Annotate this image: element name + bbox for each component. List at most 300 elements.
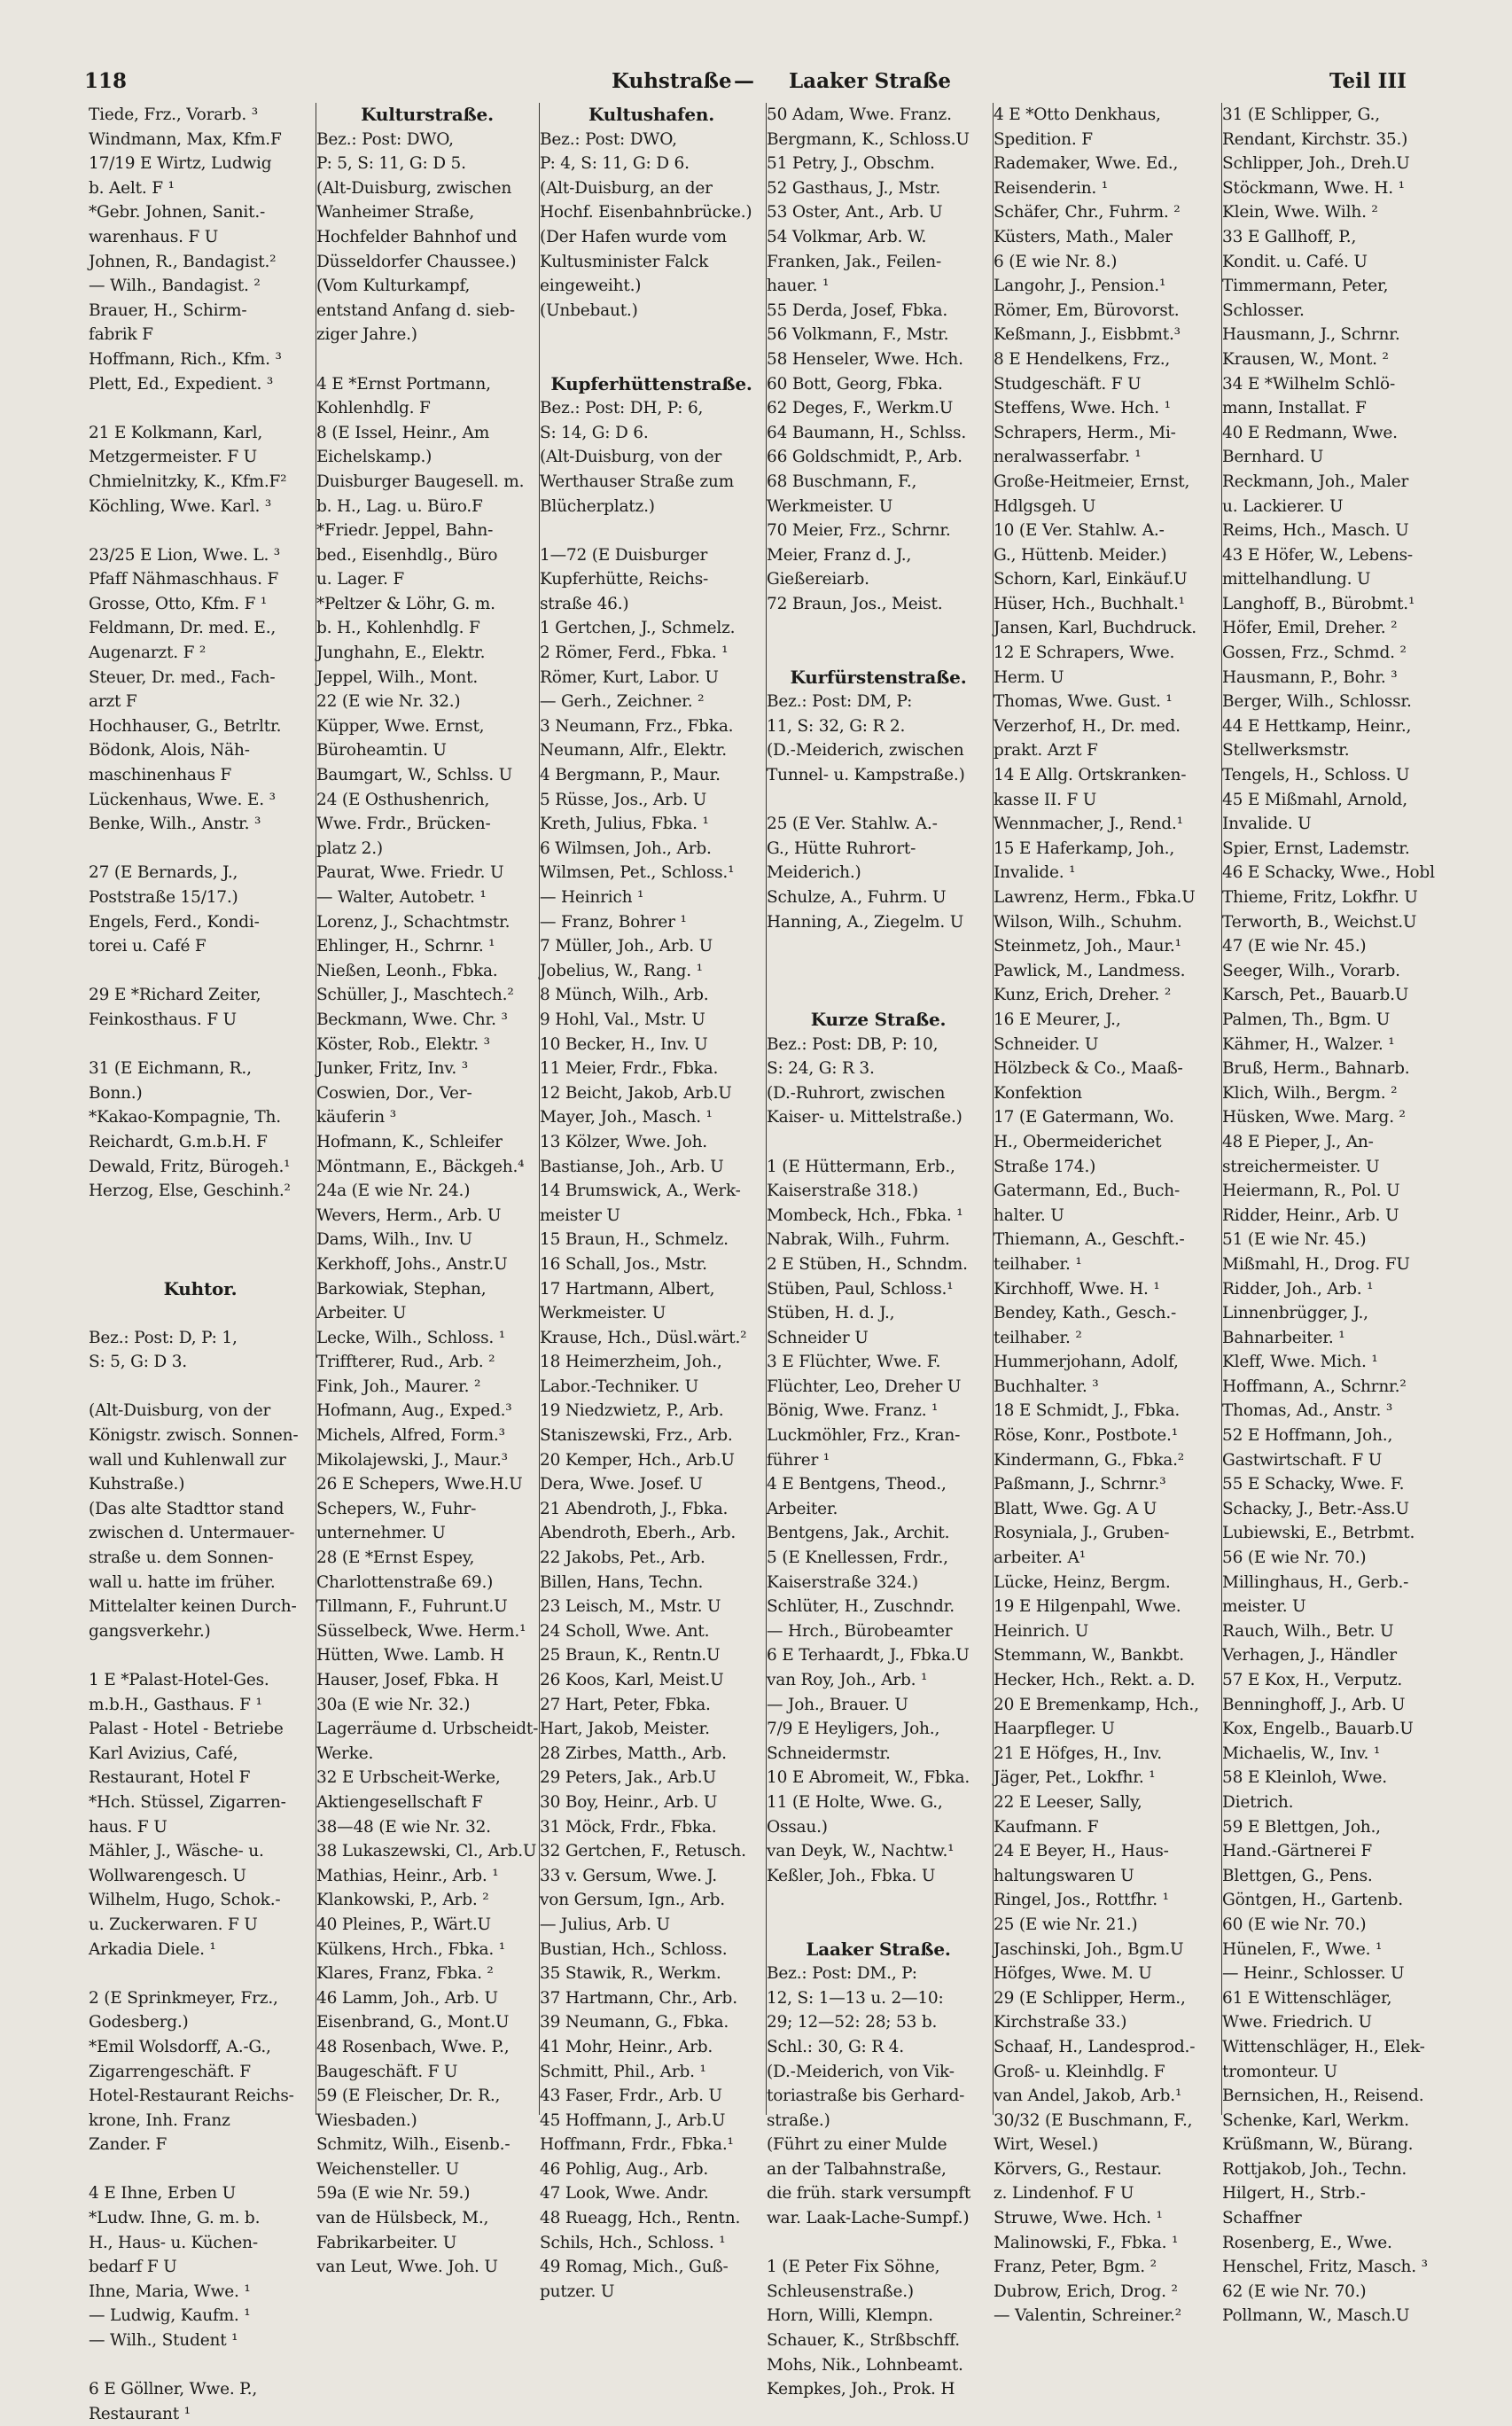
directory-line: Steuer, Dr. med., Fach-: [89, 667, 276, 687]
directory-line: — Hrch., Bürobeamter: [767, 1621, 953, 1641]
directory-line: Hochf. Eisenbahnbrücke.): [540, 203, 752, 222]
directory-line: Hausmann, P., Bohr. ³: [1222, 667, 1398, 687]
directory-line: 51 Petry, J., Obschm.: [767, 154, 935, 174]
directory-line: Karl Avizius, Café,: [89, 1743, 238, 1763]
directory-line: 17/19 E Wirtz, Ludwig: [89, 154, 272, 174]
directory-line: 48 Rosenbach, Wwe. P.,: [316, 2037, 510, 2056]
directory-line: Schmitt, Phil., Arb. ¹: [540, 2062, 706, 2081]
directory-line: neralwasserfabr. ¹: [994, 448, 1142, 467]
directory-line: 2 Römer, Ferd., Fbka. ¹: [540, 644, 729, 663]
directory-line: Mittelalter keinen Durch-: [89, 1597, 297, 1617]
directory-line: 1 (E Peter Fix Söhne,: [767, 2258, 940, 2277]
directory-line: Brauer, H., Schirm-: [89, 300, 247, 320]
directory-line: Kaiser- u. Mittelstraße.): [767, 1108, 963, 1127]
directory-line: Hoffmann, Frdr., Fbka.¹: [540, 2135, 734, 2155]
directory-line: (Alt-Duisburg, zwischen: [316, 178, 512, 198]
directory-line: Ossau.): [767, 1817, 828, 1837]
page-header: [0, 69, 1512, 101]
directory-line: — Gerh., Zeichner. ²: [540, 692, 705, 712]
directory-line: Mombeck, Hch., Fbka. ¹: [767, 1205, 963, 1225]
directory-line: 68 Buschmann, F.,: [767, 472, 917, 491]
directory-line: Königstr. zwisch. Sonnen-: [89, 1426, 299, 1446]
directory-line: 29 E *Richard Zeiter,: [89, 986, 261, 1005]
directory-line: Stüben, Paul, Schloss.¹: [767, 1279, 954, 1299]
directory-line: Arbeiter. U: [316, 1304, 407, 1323]
directory-line: Küpper, Wwe. Ernst,: [316, 716, 485, 736]
directory-line: Kohlenhdlg. F: [316, 399, 431, 418]
directory-line: Arbeiter.: [767, 1499, 838, 1518]
directory-line: *Friedr. Jeppel, Bahn-: [316, 521, 494, 541]
directory-line: Stemmann, W., Bankbt.: [994, 1646, 1184, 1665]
directory-line: 5 (E Knellessen, Frdr.,: [767, 1548, 948, 1568]
directory-line: 66 Goldschmidt, P., Arb.: [767, 448, 963, 467]
directory-line: Steinmetz, Joh., Maur.¹: [994, 937, 1181, 956]
directory-line: Weichensteller. U: [316, 2159, 459, 2179]
directory-line: 47 Look, Wwe. Andr.: [540, 2184, 709, 2204]
directory-line: 10 Becker, H., Inv. U: [540, 1034, 708, 1054]
directory-line: Luckmöhler, Frz., Kran-: [767, 1426, 961, 1446]
directory-line: Bernhard. U: [1222, 448, 1324, 467]
directory-line: Palast - Hotel - Betriebe: [89, 1720, 284, 1739]
directory-line: Höfges, Wwe. M. U: [994, 1964, 1152, 1984]
directory-line: Büroheamtin. U: [316, 741, 447, 761]
directory-line: 24 Scholl, Wwe. Ant.: [540, 1621, 710, 1641]
directory-line: Verhagen, J., Händler: [1222, 1646, 1397, 1665]
directory-line: 1—72 (E Duisburger: [540, 545, 708, 565]
directory-line: Benninghoff, J., Arb. U: [1222, 1695, 1406, 1714]
directory-line: Herm. U: [994, 667, 1064, 687]
directory-line: arbeiter. A¹: [994, 1548, 1086, 1568]
street-heading: Kuhtor.: [163, 1277, 238, 1299]
directory-line: Schneidermstr.: [767, 1743, 891, 1763]
directory-line: Schleusenstraße.): [767, 2282, 914, 2301]
directory-line: Jäger, Pet., Lokfhr. ¹: [994, 1768, 1156, 1788]
directory-line: von Gersum, Ign., Arb.: [540, 1891, 725, 1910]
directory-line: Malinowski, F., Fbka. ¹: [994, 2233, 1179, 2252]
directory-line: Chmielnitzky, K., Kfm.F²: [89, 472, 287, 491]
directory-line: 54 Volkmar, Arb. W.: [767, 227, 927, 246]
directory-line: Buchhalter. ³: [994, 1377, 1099, 1396]
spacer: [89, 959, 312, 984]
directory-line: 22 E Leeser, Sally,: [994, 1792, 1142, 1812]
directory-line: 61 E Wittenschläger,: [1222, 1988, 1392, 2008]
directory-line: 14 E Allg. Ortskranken-: [994, 766, 1187, 785]
directory-line: Gatermann, Ed., Buch-: [994, 1182, 1181, 1201]
directory-line: Schneider. U: [994, 1034, 1099, 1054]
directory-line: 11 (E Holte, Wwe. G.,: [767, 1792, 943, 1812]
directory-line: Lagerräume d. Urbscheidt-: [316, 1720, 539, 1739]
directory-line: Hochfelder Bahnhof und: [316, 227, 518, 246]
directory-line: Thomas, Wwe. Gust. ¹: [994, 692, 1173, 712]
directory-line: Verzerhof, H., Dr. med.: [994, 716, 1181, 736]
column-3: [539, 103, 763, 2301]
directory-line: 47 (E wie Nr. 45.): [1222, 937, 1367, 956]
directory-line: hauer. ¹: [767, 277, 830, 296]
directory-line: 20 E Bremenkamp, Hch.,: [994, 1695, 1199, 1714]
directory-line: Klares, Franz, Fbka. ²: [316, 1964, 494, 1984]
directory-line: 12 Beicht, Jakob, Arb.U: [540, 1083, 732, 1103]
directory-line: Werke.: [316, 1743, 374, 1763]
directory-line: Höfer, Emil, Dreher. ²: [1222, 619, 1398, 638]
directory-line: 48 Rueagg, Hch., Rentn.: [540, 2209, 741, 2228]
directory-line: Hütten, Wwe. Lamb. H: [316, 1646, 504, 1665]
directory-line: 6 (E wie Nr. 8.): [994, 252, 1118, 271]
directory-line: 4 Bergmann, P., Maur.: [540, 766, 721, 785]
directory-line: Junghahn, E., Elektr.: [316, 644, 486, 663]
directory-line: Schmitz, Wilh., Eisenb.-: [316, 2135, 510, 2155]
directory-line: Herzog, Else, Geschinh.²: [89, 1182, 291, 1201]
directory-line: Jobelius, W., Rang. ¹: [540, 961, 703, 980]
directory-line: u. Lackierer. U: [1222, 496, 1344, 516]
directory-line: 21 E Kolkmann, Karl,: [89, 423, 263, 442]
directory-line: Wanheimer Straße,: [316, 203, 475, 222]
directory-line: Wilson, Wilh., Schuhm.: [994, 912, 1182, 932]
directory-line: Große-Heitmeier, Ernst,: [994, 472, 1190, 491]
directory-line: Thiemann, A., Geschft.-: [994, 1230, 1185, 1250]
directory-line: 24 E Beyer, H., Haus-: [994, 1842, 1169, 1861]
directory-line: 45 E Mißmahl, Arnold,: [1222, 790, 1407, 809]
directory-line: 29 Peters, Jak., Arb.U: [540, 1768, 716, 1788]
directory-line: Stüben, H. d. J.,: [767, 1304, 895, 1323]
directory-line: 17 (E Gatermann, Wo.: [994, 1108, 1174, 1127]
street-heading: Kurfürstenstraße.: [790, 666, 967, 688]
directory-line: Schauer, K., Strßbschff.: [767, 2331, 960, 2351]
page-number: 118: [84, 69, 128, 93]
directory-line: 55 Derda, Josef, Fbka.: [767, 300, 948, 320]
directory-line: van de Hülsbeck, M.,: [316, 2209, 489, 2228]
directory-line: Millinghaus, H., Gerb.-: [1222, 1572, 1409, 1592]
directory-line: Hofmann, Aug., Exped.³: [316, 1401, 512, 1421]
directory-line: Möntmann, E., Bäckgeh.⁴: [316, 1157, 525, 1176]
directory-line: 18 Heimerzheim, Joh.,: [540, 1353, 722, 1372]
directory-line: (Der Hafen wurde vom: [540, 227, 727, 246]
directory-line: 15 Braun, H., Schmelz.: [540, 1230, 729, 1250]
directory-line: 60 (E wie Nr. 70.): [1222, 1915, 1367, 1934]
directory-line: Kaiserstraße 324.): [767, 1572, 918, 1592]
directory-line: Süsselbeck, Wwe. Herm.¹: [316, 1621, 526, 1641]
directory-line: 62 Deges, F., Werkm.U: [767, 399, 954, 418]
directory-line: Jeppel, Wilh., Mont.: [316, 667, 479, 687]
directory-line: Tengels, H., Schloss. U: [1222, 766, 1410, 785]
directory-line: Kaiserstraße 318.): [767, 1182, 918, 1201]
district-info: P: 4, S: 11, G: D 6.: [540, 154, 690, 174]
directory-line: meister U: [540, 1205, 620, 1225]
directory-line: 3 Neumann, Frz., Fbka.: [540, 716, 734, 736]
district-info: P: 5, S: 11, G: D 5.: [316, 154, 466, 174]
directory-line: Krüßmann, W., Bürang.: [1222, 2135, 1414, 2155]
directory-line: 11 Meier, Frdr., Fbka.: [540, 1059, 719, 1079]
directory-line: haus. F U: [89, 1817, 168, 1837]
directory-line: Duisburger Baugesell. m.: [316, 472, 525, 491]
column-4: [766, 103, 990, 2399]
directory-line: Rendant, Kirchstr. 35.): [1222, 129, 1408, 149]
directory-line: Dams, Wilh., Inv. U: [316, 1230, 472, 1250]
directory-line: Grosse, Otto, Kfm. F ¹: [89, 594, 268, 613]
directory-line: Klein, Wwe. Wilh. ²: [1222, 203, 1378, 222]
directory-line: 35 Stawik, R., Werkm.: [540, 1964, 721, 1984]
directory-line: 14 Brumswick, A., Werk-: [540, 1182, 741, 1201]
directory-line: 34 E *Wilhelm Schlö-: [1222, 374, 1396, 394]
directory-line: Wollwarengesch. U: [89, 1866, 246, 1885]
directory-line: Schils, Hch., Schloss. ¹: [540, 2233, 726, 2252]
directory-line: 30a (E wie Nr. 32.): [316, 1695, 471, 1714]
directory-line: 31 (E Schlipper, G.,: [1222, 105, 1380, 124]
directory-line: wall u. hatte im früher.: [89, 1572, 276, 1592]
directory-line: prakt. Arzt F: [994, 741, 1098, 761]
directory-line: Hummerjohann, Adolf,: [994, 1353, 1179, 1372]
directory-line: 33 E Gallhoff, P.,: [1222, 227, 1357, 246]
directory-line: Hanning, A., Ziegelm. U: [767, 912, 964, 932]
directory-line: Nabrak, Wilh., Fuhrm.: [767, 1230, 950, 1250]
directory-line: Kaufmann. F: [994, 1817, 1099, 1837]
directory-line: platz 2.): [316, 839, 383, 858]
directory-line: Hüser, Hch., Buchhalt.¹: [994, 594, 1185, 613]
directory-line: (D.-Meiderich, zwischen: [767, 741, 964, 761]
directory-line: Werkmeister. U: [540, 1304, 666, 1323]
directory-line: Metzgermeister. F U: [89, 448, 258, 467]
directory-line: Schlosser.: [1222, 300, 1305, 320]
directory-line: Struwe, Wwe. Hch. ¹: [994, 2209, 1163, 2228]
directory-line: Schrapers, Herm., Mi-: [994, 423, 1176, 442]
directory-line: Dewald, Fritz, Bürogeh.¹: [89, 1157, 291, 1176]
directory-line: 25 (E Ver. Stahlw. A.-: [767, 815, 938, 834]
directory-line: 53 Oster, Ant., Arb. U: [767, 203, 943, 222]
directory-line: Schepers, W., Fuhr-: [316, 1499, 477, 1518]
directory-line: Gastwirtschaft. F U: [1222, 1450, 1383, 1470]
directory-line: 30/32 (E Buschmann, F.,: [994, 2110, 1193, 2130]
spacer: [89, 519, 312, 543]
directory-line: Klich, Wilh., Bergm. ²: [1222, 1083, 1398, 1103]
directory-line: Bustian, Hch., Schloss.: [540, 1939, 728, 1959]
directory-line: Schaaf, H., Landesprod.-: [994, 2037, 1196, 2056]
directory-line: Gießereiarb.: [767, 570, 869, 589]
directory-line: Junker, Fritz, Inv. ³: [316, 1059, 468, 1079]
directory-line: Beckmann, Wwe. Chr. ³: [316, 1010, 508, 1029]
directory-line: (Alt-Duisburg, von der: [540, 448, 722, 467]
directory-line: Konfektion: [994, 1083, 1082, 1103]
directory-line: Bruß, Herm., Bahnarb.: [1222, 1059, 1410, 1079]
directory-line: Studgeschäft. F U: [994, 374, 1142, 394]
directory-line: b. Aelt. F ¹: [89, 178, 175, 198]
directory-line: Bergmann, K., Schloss.U: [767, 129, 970, 149]
directory-line: an der Talbahnstraße,: [767, 2159, 947, 2179]
district-info: Schl.: 30, G: R 4.: [767, 2037, 904, 2056]
directory-line: 56 (E wie Nr. 70.): [1222, 1548, 1367, 1568]
directory-line: (Führt zu einer Mulde: [767, 2135, 947, 2155]
directory-line: Hotel-Restaurant Reichs-: [89, 2087, 294, 2106]
directory-line: Palmen, Th., Bgm. U: [1222, 1010, 1391, 1029]
directory-line: eingeweiht.): [540, 277, 642, 296]
directory-line: 40 E Redmann, Wwe.: [1222, 423, 1398, 442]
spacer: [89, 837, 312, 862]
district-info: Bez.: Post: DM., P:: [767, 1964, 917, 1984]
directory-line: 25 (E wie Nr. 21.): [994, 1915, 1138, 1934]
directory-line: Poststraße 15/17.): [89, 888, 238, 907]
spacer: [316, 347, 538, 372]
directory-line: Schenke, Karl, Werkm.: [1222, 2110, 1409, 2130]
directory-line: Billen, Hans, Techn.: [540, 1572, 704, 1592]
directory-line: Blettgen, G., Pens.: [1222, 1866, 1373, 1885]
directory-line: Krausen, W., Mont. ²: [1222, 349, 1389, 369]
directory-line: Aktiengesellschaft F: [316, 1792, 483, 1812]
directory-line: 6 E Terhaardt, J., Fbka.U: [767, 1646, 970, 1665]
directory-line: Heinrich. U: [994, 1621, 1089, 1641]
directory-line: Mißmahl, H., Drog. FU: [1222, 1254, 1410, 1274]
directory-line: *Gebr. Johnen, Sanit.-: [89, 203, 266, 222]
directory-line: 43 E Höfer, W., Lebens-: [1222, 545, 1413, 565]
district-info: Bez.: Post: DWO,: [316, 129, 454, 149]
directory-line: Schäfer, Chr., Fuhrm. ²: [994, 203, 1181, 222]
directory-line: Kähmer, H., Walzer. ¹: [1222, 1034, 1395, 1054]
directory-line: Langhoff, B., Bürobmt.¹: [1222, 594, 1415, 613]
directory-line: Plett, Ed., Expedient. ³: [89, 374, 274, 394]
directory-line: Mähler, J., Wäsche- u.: [89, 1842, 264, 1861]
directory-line: Hdlgsgeh. U: [994, 496, 1096, 516]
directory-line: führer ¹: [767, 1450, 830, 1470]
directory-line: 46 E Schacky, Wwe., Hobl: [1222, 863, 1435, 883]
directory-line: 50 Adam, Wwe. Franz.: [767, 105, 952, 124]
directory-line: Kreth, Julius, Fbka. ¹: [540, 815, 709, 834]
directory-line: Schneider U: [767, 1328, 869, 1347]
spacer: [89, 1301, 312, 1326]
directory-line: Straße 174.): [994, 1157, 1096, 1176]
directory-line: fabrik F: [89, 325, 153, 345]
directory-line: 52 E Hoffmann, Joh.,: [1222, 1426, 1393, 1446]
directory-line: Köster, Rob., Elektr. ³: [316, 1034, 490, 1054]
directory-line: Schüller, J., Maschtech.²: [316, 986, 514, 1005]
directory-line: (D.-Ruhrort, zwischen: [767, 1083, 946, 1103]
directory-line: Hauser, Josef, Fbka. H: [316, 1671, 499, 1689]
directory-line: Baumgart, W., Schlss. U: [316, 766, 513, 785]
directory-line: 31 (E Eichmann, R.,: [89, 1059, 252, 1079]
directory-line: 13 Kölzer, Wwe. Joh.: [540, 1132, 707, 1151]
directory-line: teilhaber. ¹: [994, 1254, 1082, 1274]
directory-line: 44 E Hettkamp, Heinr.,: [1222, 716, 1412, 736]
directory-line: — Ludwig, Kaufm. ¹: [89, 2306, 251, 2326]
directory-line: Invalide. U: [1222, 815, 1312, 834]
district-info: Bez.: Post: D, P: 1,: [89, 1328, 238, 1347]
directory-line: Eichelskamp.): [316, 448, 433, 467]
directory-line: *Hch. Stüssel, Zigarren-: [89, 1792, 286, 1812]
directory-line: Seeger, Wilh., Vorarb.: [1222, 961, 1400, 980]
directory-line: Godesberg.): [89, 2013, 189, 2032]
directory-line: meister. U: [1222, 1597, 1306, 1617]
directory-line: Bödonk, Alois, Näh-: [89, 741, 250, 761]
directory-line: 49 Romag, Mich., Guß-: [540, 2258, 729, 2277]
spacer: [89, 1375, 312, 1400]
directory-line: Schulze, A., Fuhrm. U: [767, 888, 947, 907]
street-heading: Kulturstraße.: [361, 104, 494, 125]
directory-line: Reckmann, Joh., Maler: [1222, 472, 1409, 491]
directory-line: 46 Lamm, Joh., Arb. U: [316, 1988, 498, 2008]
directory-line: 70 Meier, Frz., Schrnr.: [767, 521, 951, 541]
directory-line: 32 Gertchen, F., Retusch.: [540, 1842, 746, 1861]
spacer: [767, 1130, 990, 1155]
spacer: [767, 2231, 990, 2256]
directory-line: Wilmsen, Pet., Schloss.¹: [540, 863, 735, 883]
directory-line: Feldmann, Dr. med. E.,: [89, 619, 277, 638]
directory-line: 51 (E wie Nr. 45.): [1222, 1230, 1367, 1250]
directory-line: Tiede, Frz., Vorarb. ³: [89, 105, 258, 124]
directory-line: Hochhauser, G., Betrltr.: [89, 716, 282, 736]
directory-line: (Alt-Duisburg, an der: [540, 178, 713, 198]
header-dash: —: [734, 69, 754, 93]
directory-line: 7/9 E Heyligers, Joh.,: [767, 1720, 940, 1739]
directory-line: Wilhelm, Hugo, Schok.-: [89, 1891, 281, 1910]
district-info: Bez.: Post: DWO,: [540, 129, 677, 149]
directory-line: H., Haus- u. Küchen-: [89, 2233, 258, 2252]
directory-line: 60 Bott, Georg, Fbka.: [767, 374, 943, 394]
directory-line: Rottjakob, Joh., Techn.: [1222, 2159, 1407, 2179]
directory-line: krone, Inh. Franz: [89, 2110, 230, 2130]
directory-line: 57 E Kox, H., Verputz.: [1222, 1671, 1403, 1689]
directory-line: Henschel, Fritz, Masch. ³: [1222, 2258, 1428, 2277]
directory-line: ziger Jahre.): [316, 325, 417, 345]
column-6: [1221, 103, 1447, 2326]
directory-line: 21 E Höfges, H., Inv.: [994, 1743, 1162, 1763]
directory-line: Kempkes, Joh., Prok. H: [767, 2380, 955, 2399]
directory-line: Timmermann, Peter,: [1222, 277, 1389, 296]
spacer: [767, 788, 990, 813]
directory-line: Wennmacher, J., Rend.¹: [994, 815, 1183, 834]
directory-line: entstand Anfang d. sieb-: [316, 300, 515, 320]
directory-line: Engels, Ferd., Kondi-: [89, 912, 260, 932]
directory-line: Hilgert, H., Strb.-: [1222, 2184, 1366, 2204]
directory-line: Bahnarbeiter. ¹: [1222, 1328, 1345, 1347]
directory-line: 23 Leisch, M., Mstr. U: [540, 1597, 721, 1617]
spacer: [767, 1913, 990, 1938]
directory-line: 39 Neumann, G., Fbka.: [540, 2013, 729, 2032]
directory-line: Baugeschäft. F U: [316, 2062, 458, 2081]
column-5: [993, 103, 1219, 2326]
district-info: S: 14, G: D 6.: [540, 423, 649, 442]
directory-line: Schacky, J., Betr.-Ass.U: [1222, 1499, 1409, 1518]
directory-line: Tunnel- u. Kampstraße.): [767, 766, 965, 785]
directory-line: Schorn, Karl, Einkäuf.U: [994, 570, 1188, 589]
directory-line: 59 E Blettgen, Joh.,: [1222, 1817, 1381, 1837]
directory-line: van Leut, Wwe. Joh. U: [316, 2258, 498, 2277]
directory-line: torei u. Café F: [89, 937, 207, 956]
district-info: Bez.: Post: DM, P:: [767, 692, 913, 712]
directory-line: Fabrikarbeiter. U: [316, 2233, 457, 2252]
header-right-street: Laaker Straße: [789, 69, 952, 93]
directory-line: 26 E Schepers, Wwe.H.U: [316, 1475, 523, 1494]
directory-line: Römer, Em, Bürovorst.: [994, 300, 1180, 320]
directory-line: Kerkhoff, Johs., Anstr.U: [316, 1254, 508, 1274]
directory-line: Neumann, Alfr., Elektr.: [540, 741, 727, 761]
directory-line: *Kakao-Kompagnie, Th.: [89, 1108, 281, 1127]
directory-line: Michaelis, W., Inv. ¹: [1222, 1743, 1381, 1763]
directory-line: Langohr, J., Pension.¹: [994, 277, 1166, 296]
directory-line: 58 Henseler, Wwe. Hch.: [767, 349, 963, 369]
directory-line: Lückenhaus, Wwe. E. ³: [89, 790, 276, 809]
directory-line: Bonn.): [89, 1083, 143, 1103]
directory-line: 22 (E wie Nr. 32.): [316, 692, 461, 712]
directory-line: 26 Koos, Karl, Meist.U: [540, 1671, 724, 1689]
directory-line: Hand.-Gärtnerei F: [1222, 1842, 1373, 1861]
directory-line: Werthauser Straße zum: [540, 472, 734, 491]
directory-line: Wevers, Herm., Arb. U: [316, 1205, 502, 1225]
directory-line: 31 Möck, Frdr., Fbka.: [540, 1817, 717, 1837]
directory-line: Düsseldorfer Chaussee.): [316, 252, 517, 271]
directory-line: — Wilh., Bandagist. ²: [89, 277, 261, 296]
directory-line: Nießen, Leonh., Fbka.: [316, 961, 498, 980]
directory-line: teilhaber. ²: [994, 1328, 1082, 1347]
directory-line: H., Obermeiderichet: [994, 1132, 1162, 1151]
directory-line: — Franz, Bohrer ¹: [540, 912, 687, 932]
street-heading: Kupferhüttenstraße.: [550, 372, 752, 394]
directory-line: 52 Gasthaus, J., Mstr.: [767, 178, 941, 198]
